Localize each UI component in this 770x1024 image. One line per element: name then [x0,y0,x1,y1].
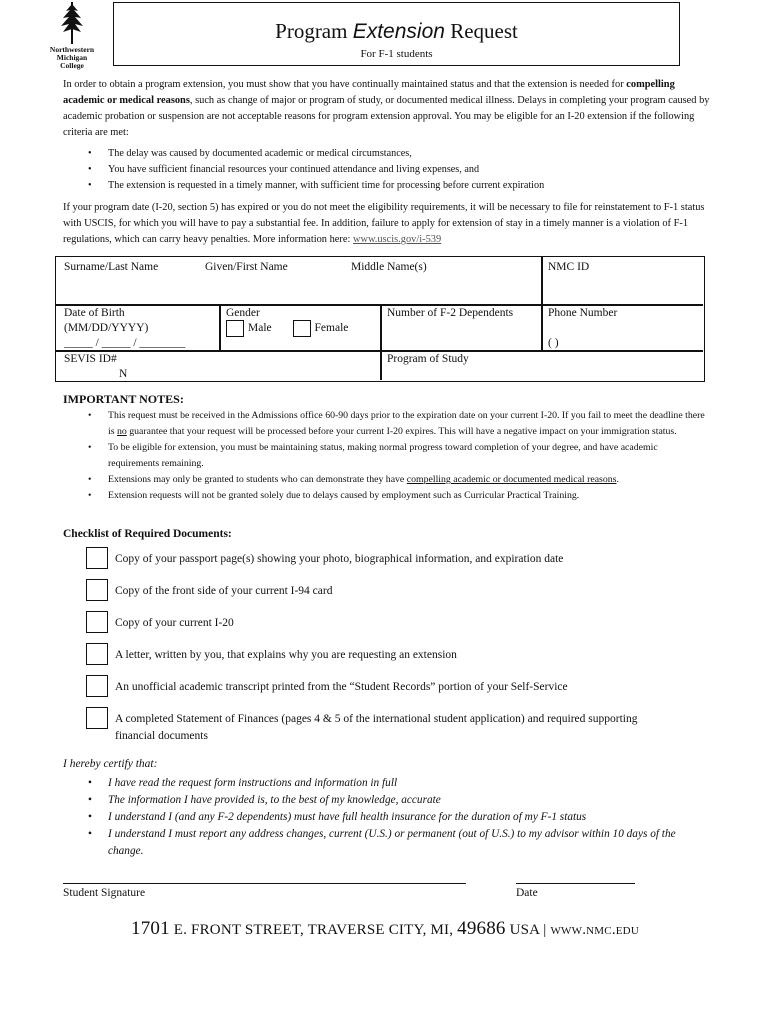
list-item [88,408,708,440]
sevis-field[interactable] [64,352,127,382]
dob-format: (MM/DD/YYYY) [64,322,149,334]
notes-heading: IMPORTANT NOTES: [63,392,184,406]
list-item: • You have sufficient financial resources your continued attendance and living expenses, and [88,162,708,178]
dependents-field[interactable]: Number of F-2 Dependents [387,307,514,319]
sevis-label: SEVIS ID# [64,353,117,365]
phone-blank: ( ) [548,337,559,349]
street-name: E. FRONT STREET, TRAVERSE CITY, MI, [169,922,458,938]
checklist-checkbox[interactable] [86,675,108,697]
note-text: guarantee that your request will be processed before your current I-20 expires. This will have a negative impact on your immigration status. [126,426,677,437]
list-item: • Extension requests will not be granted solely due to delays caused by employment such as Curricular Practical Training. [88,488,708,504]
dob-label: Date of Birth [64,307,125,319]
grid-divider [380,304,382,380]
nmc-id-field[interactable]: NMC ID [548,261,590,273]
signature-line[interactable] [63,883,466,884]
reinstatement-paragraph [63,200,713,248]
checklist-label: An unofficial academic transcript printed from the “Student Records” portion of your Self-Service [115,681,568,693]
college-name [40,46,104,70]
gender-field [226,306,348,337]
list-item [88,472,708,488]
checklist-checkbox[interactable] [86,643,108,665]
country-website: USA | www.nmc.edu [505,922,639,938]
student-info-form [55,256,705,382]
page-subtitle: For F-1 students [360,48,433,60]
phone-label: Phone Number [548,307,618,319]
checklist-label: Copy of your passport page(s) showing your photo, biographical information, and expiration date [115,553,564,565]
certify-list [88,775,708,860]
note-text: This request must be received in the Admissions office 60-90 days prior to the expiration date on your current I-20. If you fail to meet the deadline there is [108,410,705,437]
program-field[interactable]: Program of Study [387,353,469,365]
title-part: Request [444,19,518,43]
date-line[interactable] [516,883,635,884]
male-checkbox[interactable] [226,320,244,337]
uscis-link[interactable]: www.uscis.gov/i-539 [352,234,442,245]
title-emphasis: Extension [352,20,445,43]
notes-list [88,408,708,504]
checklist-label: Copy of the front side of your current I-94 card [115,585,333,597]
note-text: Extensions may only be granted to students who can demonstrate they have [108,474,407,485]
intro-paragraph [63,77,713,141]
page-title [114,19,679,44]
grid-divider [219,304,221,351]
checklist-heading: Checklist of Required Documents: [63,528,232,540]
college-name-line: College [60,61,84,70]
checklist-checkbox[interactable] [86,611,108,633]
gender-label: Gender [226,307,260,319]
list-item: • I understand I must report any address changes, current (U.S.) or permanent (out of U.S.) to my advisor within 10 days of the change. [88,826,708,860]
paragraph-text: If your program date (I-20, section 5) has expired or you do not meet the eligibility requirements, it will be necessary to file for reinstatement to F-1 status with USCIS, for which you will have to pay a substantial fee. In addition, failure to apply for extension of stay in a timely manner is a violation of F-1 regulations, which can carry heavy penalties. More information here: [63,202,705,245]
intro-text: In order to obtain a program extension, you must show that you have continually maintained status and that the extension is needed for [63,79,627,90]
intro-text: , such as change of major or program of study, or documented medical illness. Delays in completing your program caused by academic probation or suspension are not acceptable reasons for program extension approval. You may be eligible for an I-20 extension if the following criteria are met: [63,95,710,138]
zip-code: 49686 [457,918,506,939]
college-name-line: Northwestern [49,45,95,54]
checklist-checkbox[interactable] [86,707,108,729]
college-name-line: Michigan [56,53,88,62]
note-underlined: no [116,426,127,437]
college-logo [40,2,104,70]
date-label: Date [516,887,538,899]
signature-label: Student Signature [63,887,146,899]
checklist-label: A completed Statement of Finances (pages 4 & 5 of the international student application) and required supporting financial documents [115,713,638,742]
list-item: • To be eligible for extension, you must be maintaining status, making normal progress toward completion of your degree, and have academic requirements remaining. [88,440,708,472]
given-name-field[interactable]: Given/First Name [205,261,288,273]
note-text: . [616,474,619,485]
surname-field[interactable]: Surname/Last Name [64,261,159,273]
footer-address [0,918,770,940]
tree-icon [59,2,85,44]
checklist-checkbox[interactable] [86,547,108,569]
checklist-label: Copy of your current I-20 [115,617,234,629]
checklist-checkbox[interactable] [86,579,108,601]
checklist-label: A letter, written by you, that explains why you are requesting an extension [115,649,457,661]
list-item: • I understand I (and any F-2 dependents) must have full health insurance for the duration of my F-1 status [88,809,708,826]
criteria-list [88,146,708,194]
list-item: • I have read the request form instructions and information in full [88,775,708,792]
dob-field[interactable] [64,306,185,351]
title-part: Program [275,19,353,43]
phone-field[interactable] [548,306,617,351]
note-underlined: compelling academic or documented medical reasons [406,474,617,485]
intro-bold-text: compelling academic or medical reasons [63,79,675,106]
female-checkbox[interactable] [293,320,311,337]
title-box [113,2,680,66]
list-item: • The information I have provided is, to the best of my knowledge, accurate [88,792,708,809]
street-number: 1701 [131,918,170,939]
grid-divider [541,257,543,304]
male-label: Male [248,322,272,335]
female-label: Female [314,322,349,335]
list-item: • The extension is requested in a timely manner, with sufficient time for processing before current expiration [88,178,708,194]
dob-blank: _____ / _____ / ________ [64,337,186,349]
middle-name-field[interactable]: Middle Name(s) [351,261,427,273]
sevis-value: N [119,368,128,380]
list-item: • The delay was caused by documented academic or medical circumstances, [88,146,708,162]
grid-divider [541,304,543,351]
certify-heading: I hereby certify that: [63,758,158,770]
